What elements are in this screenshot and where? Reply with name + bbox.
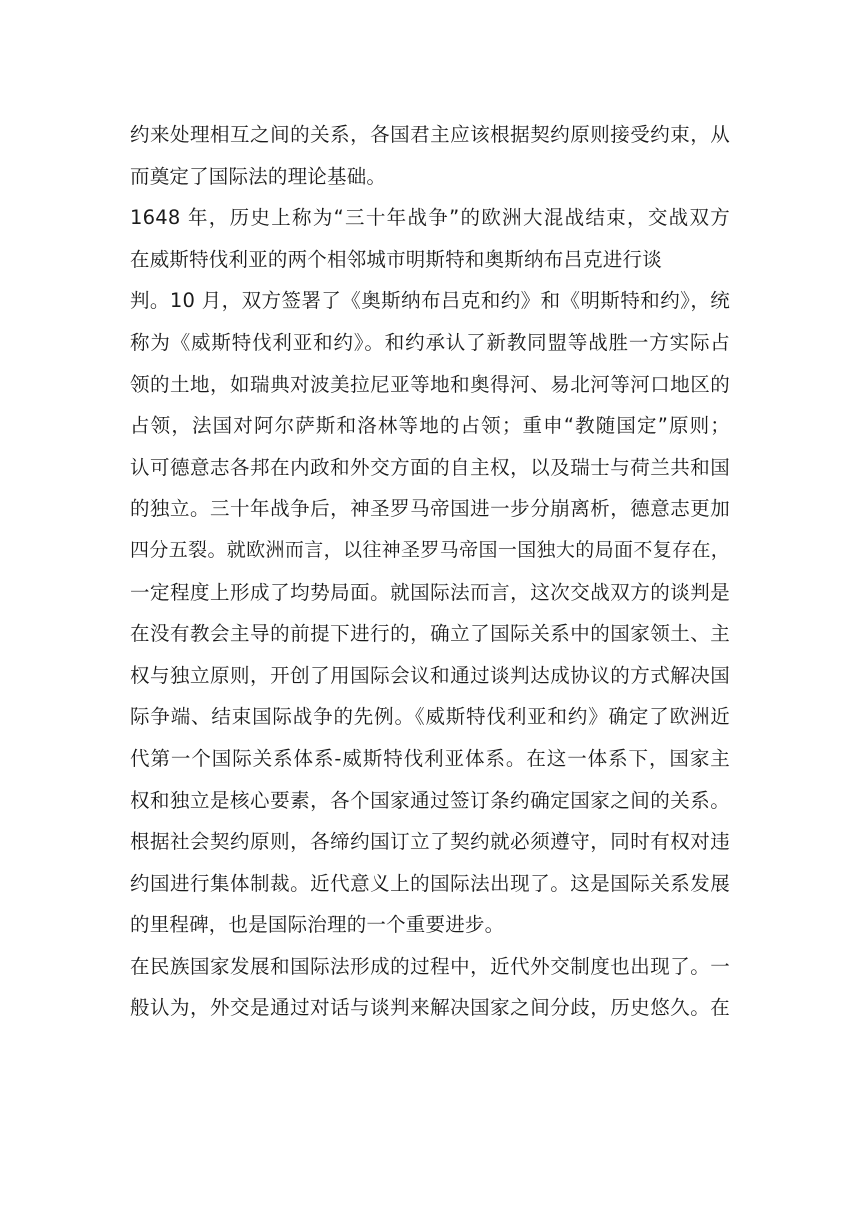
text-line: 权与独立原则，开创了用国际会议和通过谈判达成协议的方式解决国 [130,663,730,687]
text-line: 在民族国家发展和国际法形成的过程中，近代外交制度也出现了。一 [130,954,730,978]
text-line: 的里程碑，也是国际治理的一个重要进步。 [130,913,505,937]
text-line: 判。10 月，双方签署了《奥斯纳布吕克和约》和《明斯特和约》，统 [130,289,730,313]
text-line: 1648 年，历史上称为“三十年战争”的欧洲大混战结束，交战双方 [130,206,730,230]
text-line: 般认为，外交是通过对话与谈判来解决国家之间分歧，历史悠久。在 [130,996,730,1020]
text-line: 而奠定了国际法的理论基础。 [130,164,387,188]
text-line: 认可德意志各邦在内政和外交方面的自主权，以及瑞士与荷兰共和国 [130,455,730,479]
text-line: 际争端、结束国际战争的先例。《威斯特伐利亚和约》确定了欧洲近 [130,705,730,729]
text-line: 称为《威斯特伐利亚和约》。和约承认了新教同盟等战胜一方实际占 [130,330,730,354]
text-line: 领的土地，如瑞典对波美拉尼亚等地和奥得河、易北河等河口地区的 [130,372,730,396]
text-line: 约国进行集体制裁。近代意义上的国际法出现了。这是国际关系发展 [130,871,730,895]
text-line: 权和独立是核心要素，各个国家通过签订条约确定国家之间的关系。 [130,788,730,812]
text-line: 根据社会契约原则，各缔约国订立了契约就必须遵守，同时有权对违 [130,830,730,854]
document-page [130,114,730,1029]
text-line: 在威斯特伐利亚的两个相邻城市明斯特和奥斯纳布吕克进行谈 [130,247,662,271]
text-line: 一定程度上形成了均势局面。就国际法而言，这次交战双方的谈判是 [130,580,730,604]
text-line: 占领，法国对阿尔萨斯和洛林等地的占领；重申“教随国定”原则； [130,414,730,438]
text-line: 的独立。三十年战争后，神圣罗马帝国进一步分崩离析，德意志更加 [130,497,730,521]
text-line: 约来处理相互之间的关系，各国君主应该根据契约原则接受约束，从 [130,123,730,146]
text-line: 代第一个国际关系体系-威斯特伐利亚体系。在这一体系下，国家主 [130,746,730,770]
text-line: 在没有教会主导的前提下进行的，确立了国际关系中的国家领土、主 [130,622,730,646]
text-line: 四分五裂。就欧洲而言，以往神圣罗马帝国一国独大的局面不复存在， [130,538,730,561]
